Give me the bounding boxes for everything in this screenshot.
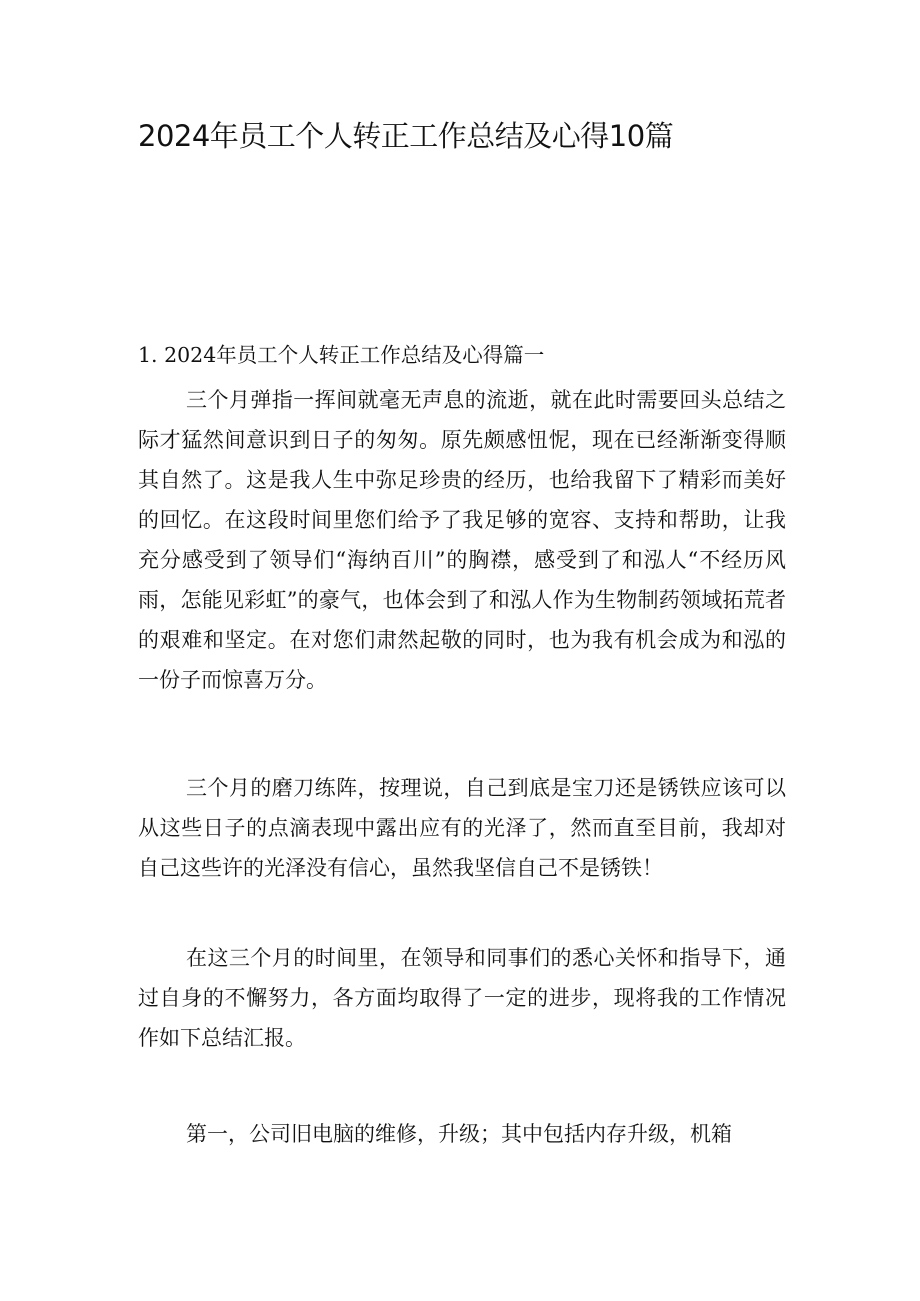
paragraph-2: 三个月的磨刀练阵，按理说，自己到底是宝刀还是锈铁应该可以从这些日子的点滴表现中露出应有的光泽了，然而直至目前，我却对自己这些许的光泽没有信心，虽然我坚信自己不是锈铁！ xyxy=(138,776,786,880)
paragraph-4: 第一，公司旧电脑的维修，升级；其中包括内存升级，机箱 xyxy=(186,1122,732,1146)
paragraph-1: 三个月弹指一挥间就毫无声息的流逝，就在此时需要回头总结之际才猛然间意识到日子的匆匆。原先颇感忸怩，现在已经渐渐变得顺其自然了。这是我人生中弥足珍贵的经历，也给我留下了精彩而美好的回忆。在这段时间里您们给予了我足够的宽容、支持和帮助，让我充分感受到了领导们“海纳百川”的胸襟，感受到了和泓人“不经历风雨，怎能见彩虹”的豪气，也体会到了和泓人作为生物制药领域拓荒者的艰难和坚定。在对您们肃然起敬的同时，也为我有机会成为和泓的一份子而惊喜万分。 xyxy=(138,388,786,692)
paragraph-3: 在这三个月的时间里，在领导和同事们的悉心关怀和指导下，通过自身的不懈努力，各方面均取得了一定的进步，现将我的工作情况作如下总结汇报。 xyxy=(138,946,786,1050)
document-title: 2024年员工个人转正工作总结及心得10篇 xyxy=(138,119,674,153)
section-heading: 1. 2024年员工个人转正工作总结及心得篇一 xyxy=(138,343,545,367)
